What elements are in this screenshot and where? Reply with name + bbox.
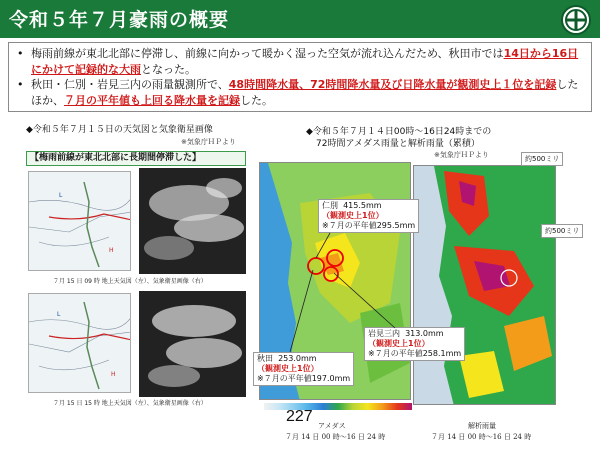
weather-chart-2-label: ７月 15 日 15 時 地上天気図（左）、気象衛星画像（右） — [53, 400, 207, 407]
svg-text:H: H — [109, 247, 114, 254]
analysis-date-range: ７月 14 日 00 時～16 日 24 時 — [431, 433, 532, 441]
colorbar-value: 227 — [286, 408, 313, 425]
svg-text:L: L — [57, 311, 61, 318]
page-title: 令和５年７月豪雨の概要 — [9, 9, 230, 31]
rainfall-source: ※気象庁ＨＰより — [434, 151, 489, 159]
analysis-label: 解析雨量 — [468, 422, 496, 430]
weather-map-caption: ◆令和５年７月１５日の天気図と気象衛星画像 — [26, 125, 213, 135]
summary-bullet-2: • 秋田・仁別・岩見三内の雨量観測所で、48時間降水量、72時間降水量及び日降水量が観測史上１位を記録したほか、７月の平年値も上回る降水量を記録した。 — [17, 77, 585, 108]
amedas-date-range: ７月 14 日 00 時～16 日 24 時 — [285, 433, 386, 441]
iwami-sannai-annotation: 岩見三内 313.0mm （観測史上1位） ※７月の平年値258.1mm — [364, 327, 465, 361]
weather-chart-1-label: ７月 15 日 09 時 地上天気図（左）、気象衛星画像（右） — [53, 278, 207, 285]
amedas-label: アメダス — [318, 422, 346, 430]
svg-text:H: H — [111, 371, 116, 378]
summary-bullet-1: • 梅雨前線が東北北部に停滞し、前線に向かって暖かく湿った空気が流れ込んだため、秋田市では14日から16日にかけて記録的な大雨となった。 — [17, 46, 585, 77]
svg-text:L: L — [59, 192, 63, 199]
approx-500mm-label-mid: 約500ミリ — [541, 224, 583, 238]
rainfall-caption-line2: 72時間アメダス雨量と解析雨量（累積） — [316, 139, 480, 149]
weather-map-source: ※気象庁ＨＰより — [181, 138, 236, 146]
nibetsu-annotation: 仁別 415.5mm （観測史上1位） ※７月の平年値295.5mm — [318, 199, 419, 233]
stagnant-front-label: 【梅雨前線が東北北部に長期間停滞した】 — [26, 151, 246, 166]
akita-annotation: 秋田 253.0mm （観測史上1位） ※７月の平年値197.0mm — [253, 352, 354, 386]
rainfall-caption-line1: ◆令和５年７月１４日00時～16日24時までの — [306, 127, 492, 137]
approx-500mm-label-top: 約500ミリ — [521, 152, 563, 166]
